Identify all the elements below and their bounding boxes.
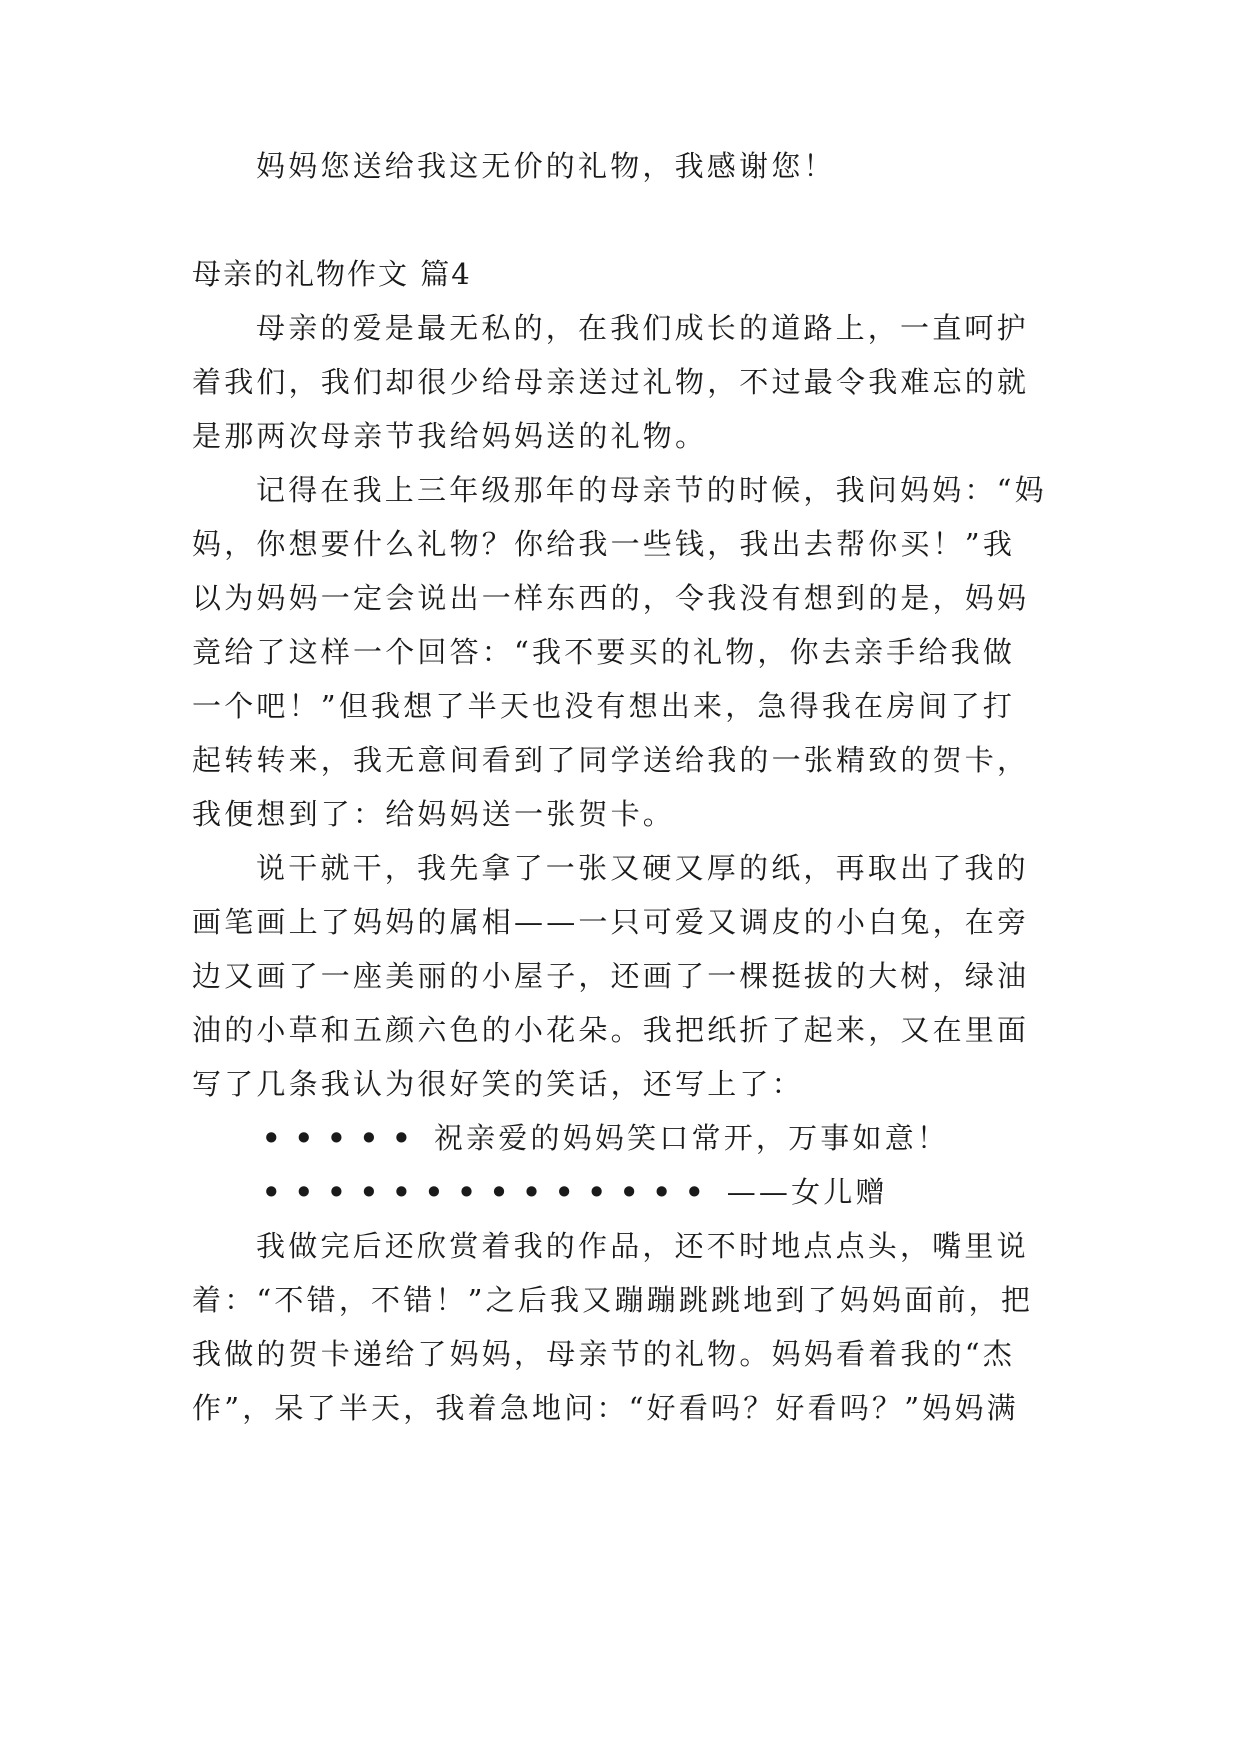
paragraph-4-line-1: 我做完后还欣赏着我的作品，还不时地点点头，嘴里说: [256, 1229, 1029, 1263]
paragraph-3-line-2: 画笔画上了妈妈的属相——一只可爱又调皮的小白兔，在旁: [192, 905, 1030, 939]
paragraph-2-line-6: 起转转来，我无意间看到了同学送给我的一张精致的贺卡，: [192, 743, 1030, 777]
paragraph-2-line-3: 以为妈妈一定会说出一样东西的，令我没有想到的是，妈妈: [192, 581, 1030, 615]
paragraph-3-line-5: 写了几条我认为很好笑的笑话，还写上了：: [192, 1067, 804, 1101]
paragraph-3-line-1: 说干就干，我先拿了一张又硬又厚的纸，再取出了我的: [256, 851, 1029, 885]
paragraph-2-line-7: 我便想到了：给妈妈送一张贺卡。: [192, 797, 676, 831]
paragraph-4-line-3: 我做的贺卡递给了妈妈，母亲节的礼物。妈妈看着我的“杰: [192, 1337, 1016, 1371]
paragraph-3-line-3: 边又画了一座美丽的小屋子，还画了一棵挺拔的大树，绿油: [192, 959, 1030, 993]
card-wish-line: [262, 1118, 1142, 1158]
card-wish-text: 祝亲爱的妈妈笑口常开，万事如意！: [433, 1121, 950, 1155]
paragraph-3-line-4: 油的小草和五颜六色的小花朵。我把纸折了起来，又在里面: [192, 1013, 1030, 1047]
paragraph-2-line-4: 竟给了这样一个回答：“我不要买的礼物，你去亲手给我做: [192, 635, 1016, 669]
paragraph-4-line-2: 着：“不错，不错！”之后我又蹦蹦跳跳地到了妈妈面前，把: [192, 1283, 1034, 1317]
card-signature-text: ——女儿赠: [726, 1175, 888, 1209]
dot-leader: ••••••••••••••: [262, 1175, 718, 1209]
paragraph-1-line-3: 是那两次母亲节我给妈妈送的礼物。: [192, 419, 708, 453]
paragraph-4-line-4: 作”，呆了半天，我着急地问：“好看吗？好看吗？”妈妈满: [192, 1391, 1019, 1425]
section-title: 母亲的礼物作文 篇4: [192, 257, 472, 291]
paragraph-1-line-2: 着我们，我们却很少给母亲送过礼物，不过最令我难忘的就: [192, 365, 1030, 399]
dot-leader: •••••: [262, 1121, 425, 1155]
paragraph-closing-line: 妈妈您送给我这无价的礼物，我感谢您！: [256, 149, 836, 183]
paragraph-2-line-5: 一个吧！”但我想了半天也没有想出来，急得我在房间了打: [192, 689, 1016, 723]
paragraph-2-line-1: 记得在我上三年级那年的母亲节的时候，我问妈妈：“妈: [256, 473, 1047, 507]
card-signature-line: [262, 1172, 1142, 1212]
paragraph-2-line-2: 妈，你想要什么礼物？你给我一些钱，我出去帮你买！”我: [192, 527, 1016, 561]
paragraph-1-line-1: 母亲的爱是最无私的，在我们成长的道路上，一直呵护: [256, 311, 1029, 345]
